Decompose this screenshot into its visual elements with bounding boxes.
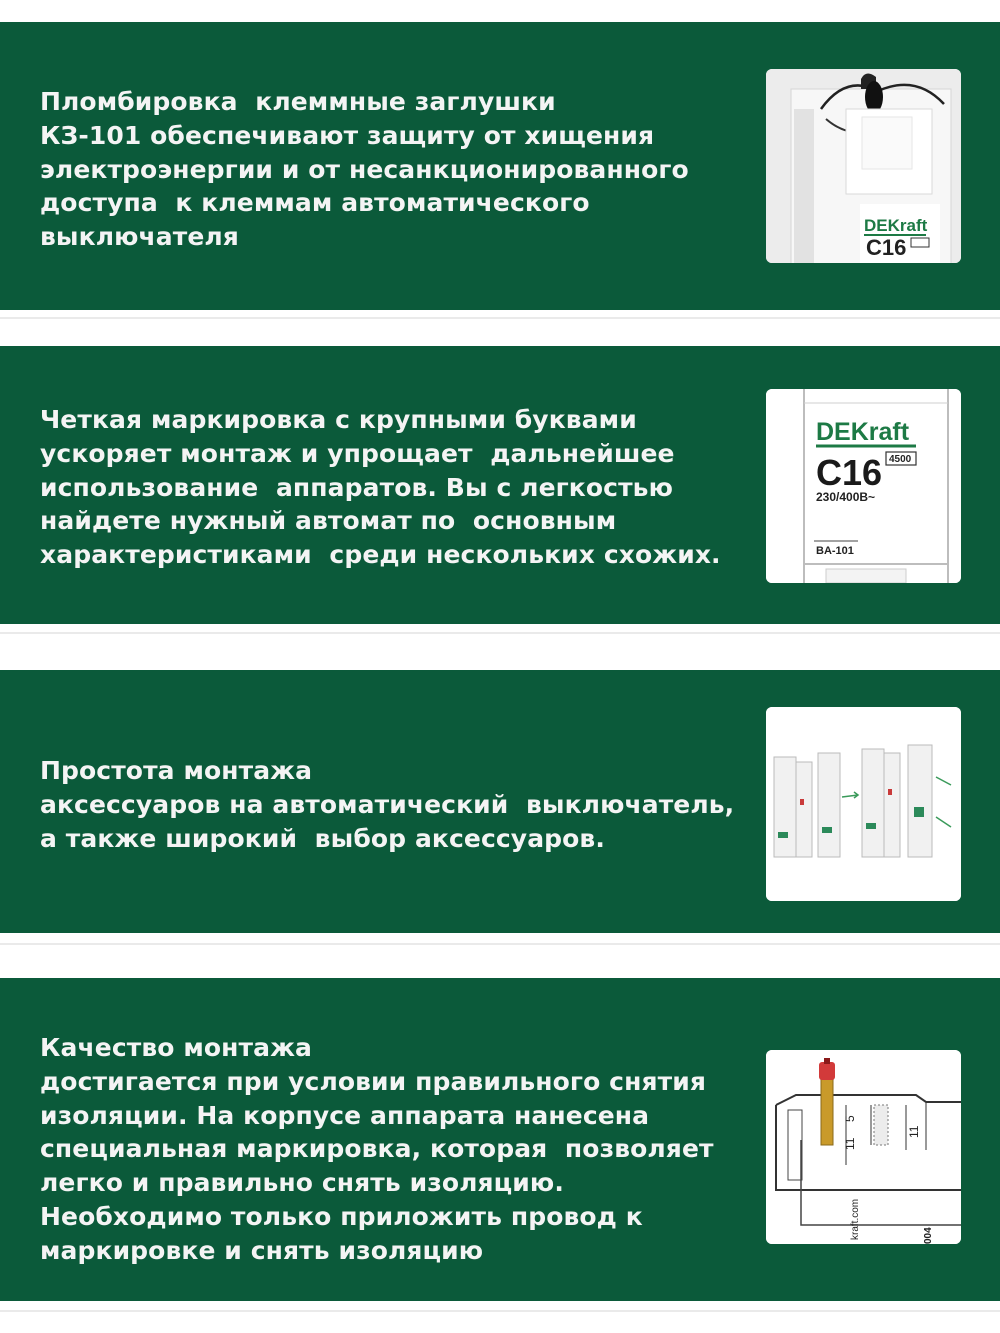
text-line: маркировке и снять изоляцию [40, 1235, 484, 1265]
strip-gauge-image [766, 1050, 961, 1244]
code-text: 004 [923, 1227, 934, 1244]
feature-text [40, 754, 734, 855]
text-line: выключателя [40, 222, 239, 252]
text-line: достигается при условии правильного снятия [40, 1066, 706, 1096]
text-line: Необходимо только приложить провод к [40, 1201, 643, 1231]
text-line: Пломбировка клеммные заглушки [40, 87, 556, 116]
text-line: ускоряет монтаж и упрощает дальнейшее [40, 438, 675, 468]
breaker-label-image [766, 389, 961, 583]
brand-label: DEKraft [816, 418, 910, 446]
divider [0, 317, 1000, 319]
text-line: изоляции. На корпусе аппарата нанесена [40, 1100, 650, 1130]
divider [0, 943, 1000, 945]
divider [0, 632, 1000, 634]
text-line: аксессуаров на автоматический выключатель, [40, 789, 735, 819]
text-line: легко и правильно снять изоляцию. [40, 1168, 564, 1198]
feature-text [40, 1031, 714, 1268]
dim-a-label: 11 [843, 1137, 857, 1150]
text-line: специальная маркировка, которая позволяет [40, 1134, 714, 1164]
brand-label: DEKraft [864, 216, 928, 235]
feature-section-sealing [0, 22, 1000, 310]
feature-section-marking [0, 346, 1000, 624]
voltage-label: 230/400B~ [816, 490, 876, 504]
text-line: а также широкий выбор аксессуаров. [40, 823, 605, 853]
text-line: электроэнергии и от несанкционированного [40, 154, 689, 184]
divider [0, 1310, 1000, 1312]
rating-label: C16 [866, 235, 907, 260]
feature-section-accessories [0, 670, 1000, 933]
accessories-image [766, 707, 961, 901]
dim-b-label: 5 [843, 1115, 857, 1122]
text-line: Простота монтажа [40, 756, 313, 785]
text-line: Качество монтажа [40, 1033, 313, 1062]
feature-section-stripping [0, 978, 1000, 1301]
text-line: Четкая маркировка с крупными буквами [40, 405, 637, 434]
rating-label: C16 [816, 452, 883, 493]
side-text: kraft.com [850, 1198, 861, 1240]
feature-text [40, 85, 689, 254]
text-line: характеристиками среди нескольких схожих. [40, 540, 721, 570]
text-line: использование аппаратов. Вы с легкостью [40, 472, 673, 502]
text-line: найдете нужный автомат по основным [40, 506, 617, 536]
text-line: КЗ-101 обеспечивают защиту от хищения [40, 120, 655, 150]
text-line: доступа к клеммам автоматического [40, 188, 590, 218]
capacity-label: 4500 [889, 454, 912, 465]
dim-c-label: 11 [907, 1125, 921, 1138]
breaker-seal-image [766, 69, 961, 263]
model-label: BA-101 [816, 545, 854, 557]
feature-text [40, 403, 721, 572]
